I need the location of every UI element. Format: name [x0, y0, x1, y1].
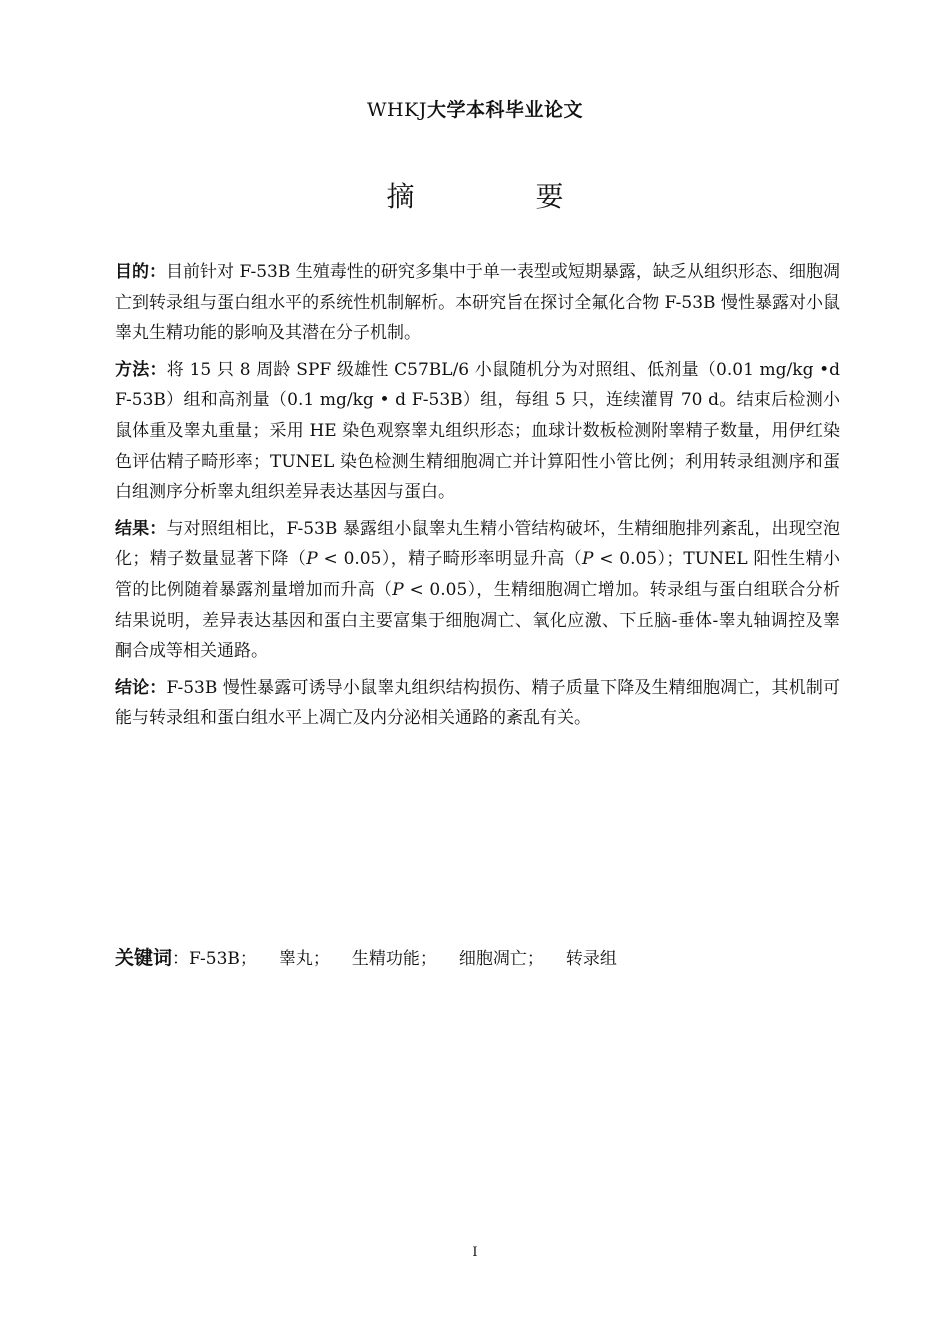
objective-text: 目前针对 F-53B 生殖毒性的研究多集中于单一表型或短期暴露，缺乏从组织形态、细胞凋亡到转录组与蛋白组水平的系统性机制解析。本研究旨在探讨全氟化合物 F-53B 慢性暴露对小鼠睾丸生精功能的影响及其潜在分子机制。: [115, 262, 840, 344]
methods-text: 将 15 只 8 周龄 SPF 级雄性 C57BL/6 小鼠随机分为对照组、低剂量（0.01 mg/kg •d F-53B）组和高剂量（0.1 mg/kg • d F-53B）组，每组 5 只，连续灌胃 70 d。结束后检测小鼠体重及睾丸重量；采用 HE 染色观察睾丸组织形态；血球计数板检测附睾精子数量，用伊红染色评估精子畸形率；TUNEL 染色检测生精细胞凋亡并计算阳性小管比例；利用转录组测序和蛋白组测序分析睾丸组织差异表达基因与蛋白。: [115, 359, 841, 503]
page-number: I: [472, 1245, 478, 1260]
results-label: 结果：: [115, 518, 167, 539]
header-title: 大学本科毕业论文: [426, 99, 583, 121]
results-text-3: < 0.05）；TUNEL 阳性生精小管的比例随着暴露剂量增加而升高（: [115, 549, 841, 600]
p-value-symbol: P: [582, 549, 594, 570]
conclusion-label: 结论：: [115, 677, 167, 698]
keyword-item: 转录组: [565, 949, 617, 969]
keywords-label: 关键词: [115, 947, 173, 969]
objective-paragraph: [115, 257, 840, 349]
results-text-1: 与对照组相比，F-53B 暴露组小鼠睾丸生精小管结构破坏，生精细胞排列紊乱，出现空泡化；精子数量显著下降（: [115, 518, 840, 570]
results-paragraph: [115, 514, 840, 667]
thesis-header: [0, 95, 950, 122]
keyword-item: 睾丸；: [278, 949, 330, 969]
results-text-4: < 0.05），生精细胞凋亡增加。转录组与蛋白组联合分析结果说明，差异表达基因和蛋白主要富集于细胞凋亡、氧化应激、下丘脑-垂体-睾丸轴调控及睾酮合成等相关通路。: [115, 579, 841, 662]
methods-paragraph: [115, 355, 840, 508]
results-text-2: < 0.05），精子畸形率明显升高（: [317, 549, 582, 570]
header-prefix: WHKJ: [367, 99, 427, 121]
keywords-colon: ：: [172, 949, 190, 969]
conclusion-paragraph: [115, 673, 840, 734]
objective-label: 目的：: [115, 262, 167, 282]
abstract-body: [115, 257, 840, 740]
methods-label: 方法：: [115, 359, 167, 380]
p-value-symbol: P: [392, 579, 404, 600]
conclusion-text: F-53B 慢性暴露可诱导小鼠睾丸组织结构损伤、精子质量下降及生精细胞凋亡，其机制可能与转录组和蛋白组水平上凋亡及内分泌相关通路的紊乱有关。: [115, 677, 840, 729]
keyword-item: 生精功能；: [351, 949, 437, 969]
keyword-item: 细胞凋亡；: [458, 949, 544, 969]
p-value-symbol: P: [306, 549, 318, 570]
keywords-line: [115, 943, 639, 974]
abstract-title: 摘 要: [386, 180, 620, 213]
keyword-item: F-53B；: [189, 949, 257, 969]
